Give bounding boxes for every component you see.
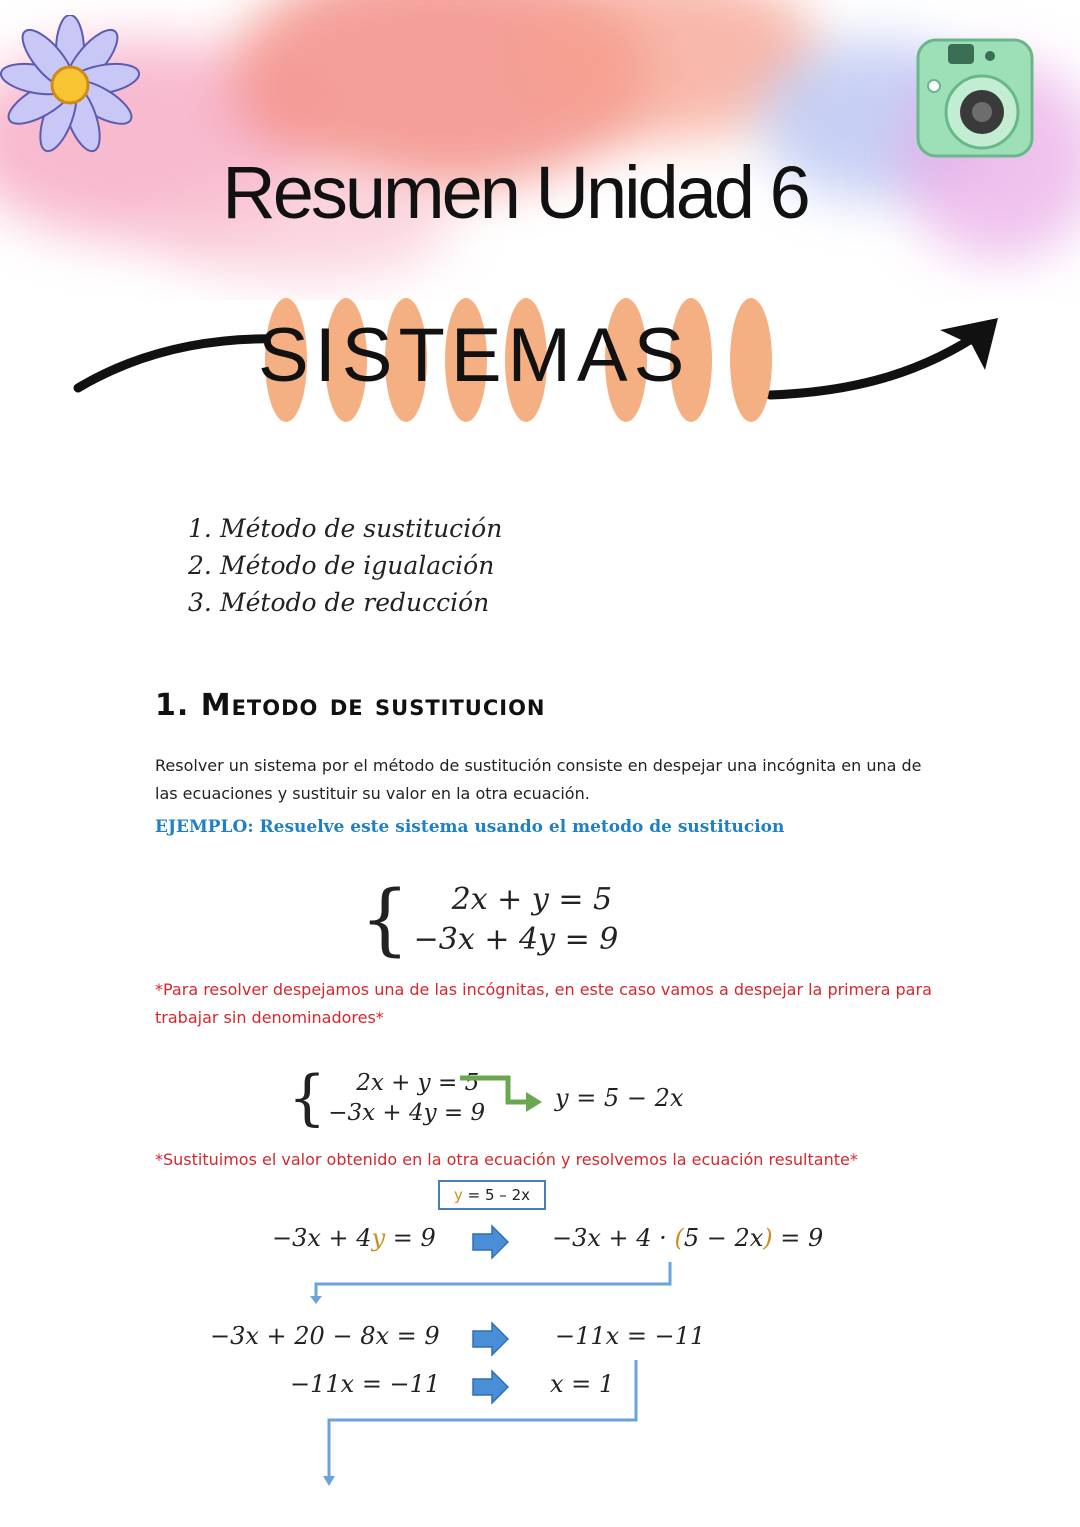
equation-1: 2x + y = 5 [356,1070,480,1096]
example-label: EJEMPLO: Resuelve este sistema usando el metodo de sustitucion [155,817,785,837]
toc-item: 3. Método de reducción [188,588,490,617]
toc-item: 1. Método de sustitución [188,514,503,543]
equation-system-small: { 2x + y = 5 −3x + 4y = 9 [288,1063,486,1133]
equation-2: −3x + 4y = 9 [413,922,619,957]
note-substitute: *Sustituimos el valor obtenido en la otra ecuación y resolvemos la ecuación resultante* [155,1150,858,1169]
toc-item: 2. Método de igualación [188,551,495,580]
step-equation: −3x + 4y = 9 [272,1224,436,1252]
intro-paragraph: Resolver un sistema por el método de sustitución consiste en despejar una incógnita en una de las ecuaciones y sustituir su valor en la otra ecuación. [155,756,922,803]
step-simplified: −11x = −11 [555,1322,706,1350]
solved-for-y: y = 5 − 2x [555,1084,684,1112]
banner-text: SISTEMAS [258,313,691,398]
step-expanded: −3x + 20 − 8x = 9 [210,1322,440,1350]
result-x: x = 1 [550,1370,615,1398]
equation-1: 2x + y = 5 [451,882,613,917]
blue-arrow-icon [473,1226,508,1403]
section-heading: 1. Metodo de sustitucion [155,688,546,723]
equation-system: { 2x + y = 5 −3x + 4y = 9 [360,875,619,965]
step-simplified-again: −11x = −11 [290,1370,441,1398]
page-title: Resumen Unidad 6 [222,151,808,234]
step-substituted: −3x + 4 · (5 − 2x) = 9 [552,1224,824,1252]
substitution-box: y = 5 – 2x [438,1180,546,1210]
equation-2: −3x + 4y = 9 [328,1100,486,1126]
note-solve: *Para resolver despejamos una de las incógnitas, en este caso vamos a despejar la primera para trabajar sin denominadores* [155,980,932,1027]
